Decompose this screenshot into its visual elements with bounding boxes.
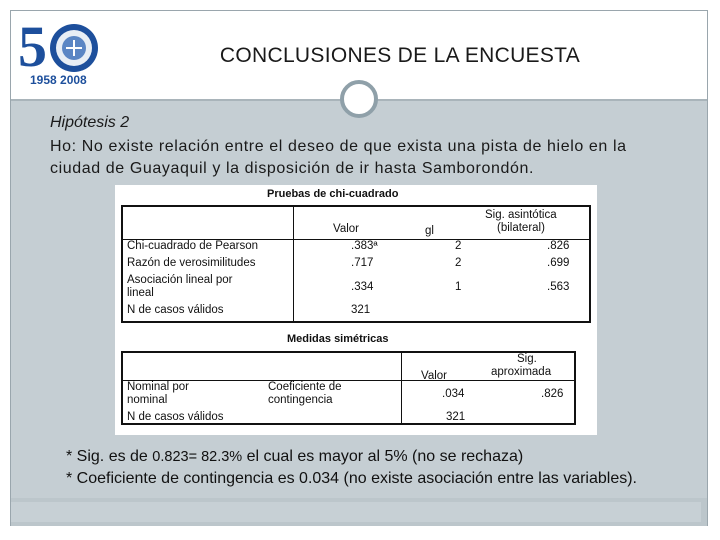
sym-row-label: N de casos válidos — [127, 411, 224, 423]
chi-row-sig: .563 — [547, 281, 570, 293]
chi-header-gl: gl — [425, 225, 434, 237]
circle-ornament — [340, 80, 378, 118]
logo-years: 1958 2008 — [30, 73, 87, 87]
sym-row-valor: 321 — [446, 411, 466, 423]
note-significance: * Sig. es de 0.823= 82.3% el cual es mayor al 5% (no se rechaza) — [66, 448, 524, 465]
chi-row-label: Chi-cuadrado de Pearson — [127, 240, 259, 252]
chi-row-gl: 2 — [455, 257, 462, 269]
chi-table-title: Pruebas de chi-cuadrado — [267, 188, 399, 200]
spss-output — [115, 185, 597, 435]
chi-row-valor: 321 — [351, 304, 371, 316]
chi-row-label: Razón de verosimilitudes — [127, 257, 256, 269]
sym-table-title: Medidas simétricas — [287, 333, 389, 345]
hypothesis-title: Hipótesis 2 — [50, 114, 130, 131]
sym-row-label: nominal — [127, 394, 168, 406]
sym-row-sig: .826 — [541, 388, 564, 400]
sym-row-measure: Coeficiente de — [268, 381, 342, 393]
chi-row-sig: .699 — [547, 257, 570, 269]
chi-row-label: lineal — [127, 287, 154, 299]
chi-row-valor: .334 — [351, 281, 374, 293]
chi-row-gl: 1 — [455, 281, 462, 293]
sym-header-valor: Valor — [421, 370, 447, 382]
chi-row-valor: .383ª — [351, 240, 378, 252]
chi-row-sig: .826 — [547, 240, 570, 252]
chi-header-sig: Sig. asintótica — [485, 209, 557, 221]
chi-header-valor: Valor — [333, 223, 359, 235]
sym-header-sig: Sig. — [517, 353, 537, 365]
sym-row-label: Nominal por — [127, 381, 189, 393]
chi-row-valor: .717 — [351, 257, 374, 269]
chi-header-sig2: (bilateral) — [497, 222, 545, 234]
chi-row-gl: 2 — [455, 240, 462, 252]
sym-row-measure: contingencia — [268, 394, 333, 406]
hypothesis-text: Ho: No existe relación entre el deseo de que exista una pista de hielo en la ciudad de Guayaquil y la disposición de ir hasta Samborondón. — [50, 138, 627, 177]
svg-text:5: 5 — [18, 14, 47, 79]
sym-header-sig2: aproximada — [491, 366, 552, 378]
note-contingency: * Coeficiente de contingencia es 0.034 (no existe asociación entre las variables). — [66, 470, 637, 487]
bottom-bar — [11, 498, 707, 526]
chi-row-label: N de casos válidos — [127, 304, 224, 316]
sym-row-valor: .034 — [442, 388, 465, 400]
chi-row-label: Asociación lineal por — [127, 274, 233, 286]
conclusion-notes — [66, 446, 666, 490]
page-title: CONCLUSIONES DE LA ENCUESTA — [219, 44, 581, 67]
anniversary-logo — [16, 14, 112, 88]
